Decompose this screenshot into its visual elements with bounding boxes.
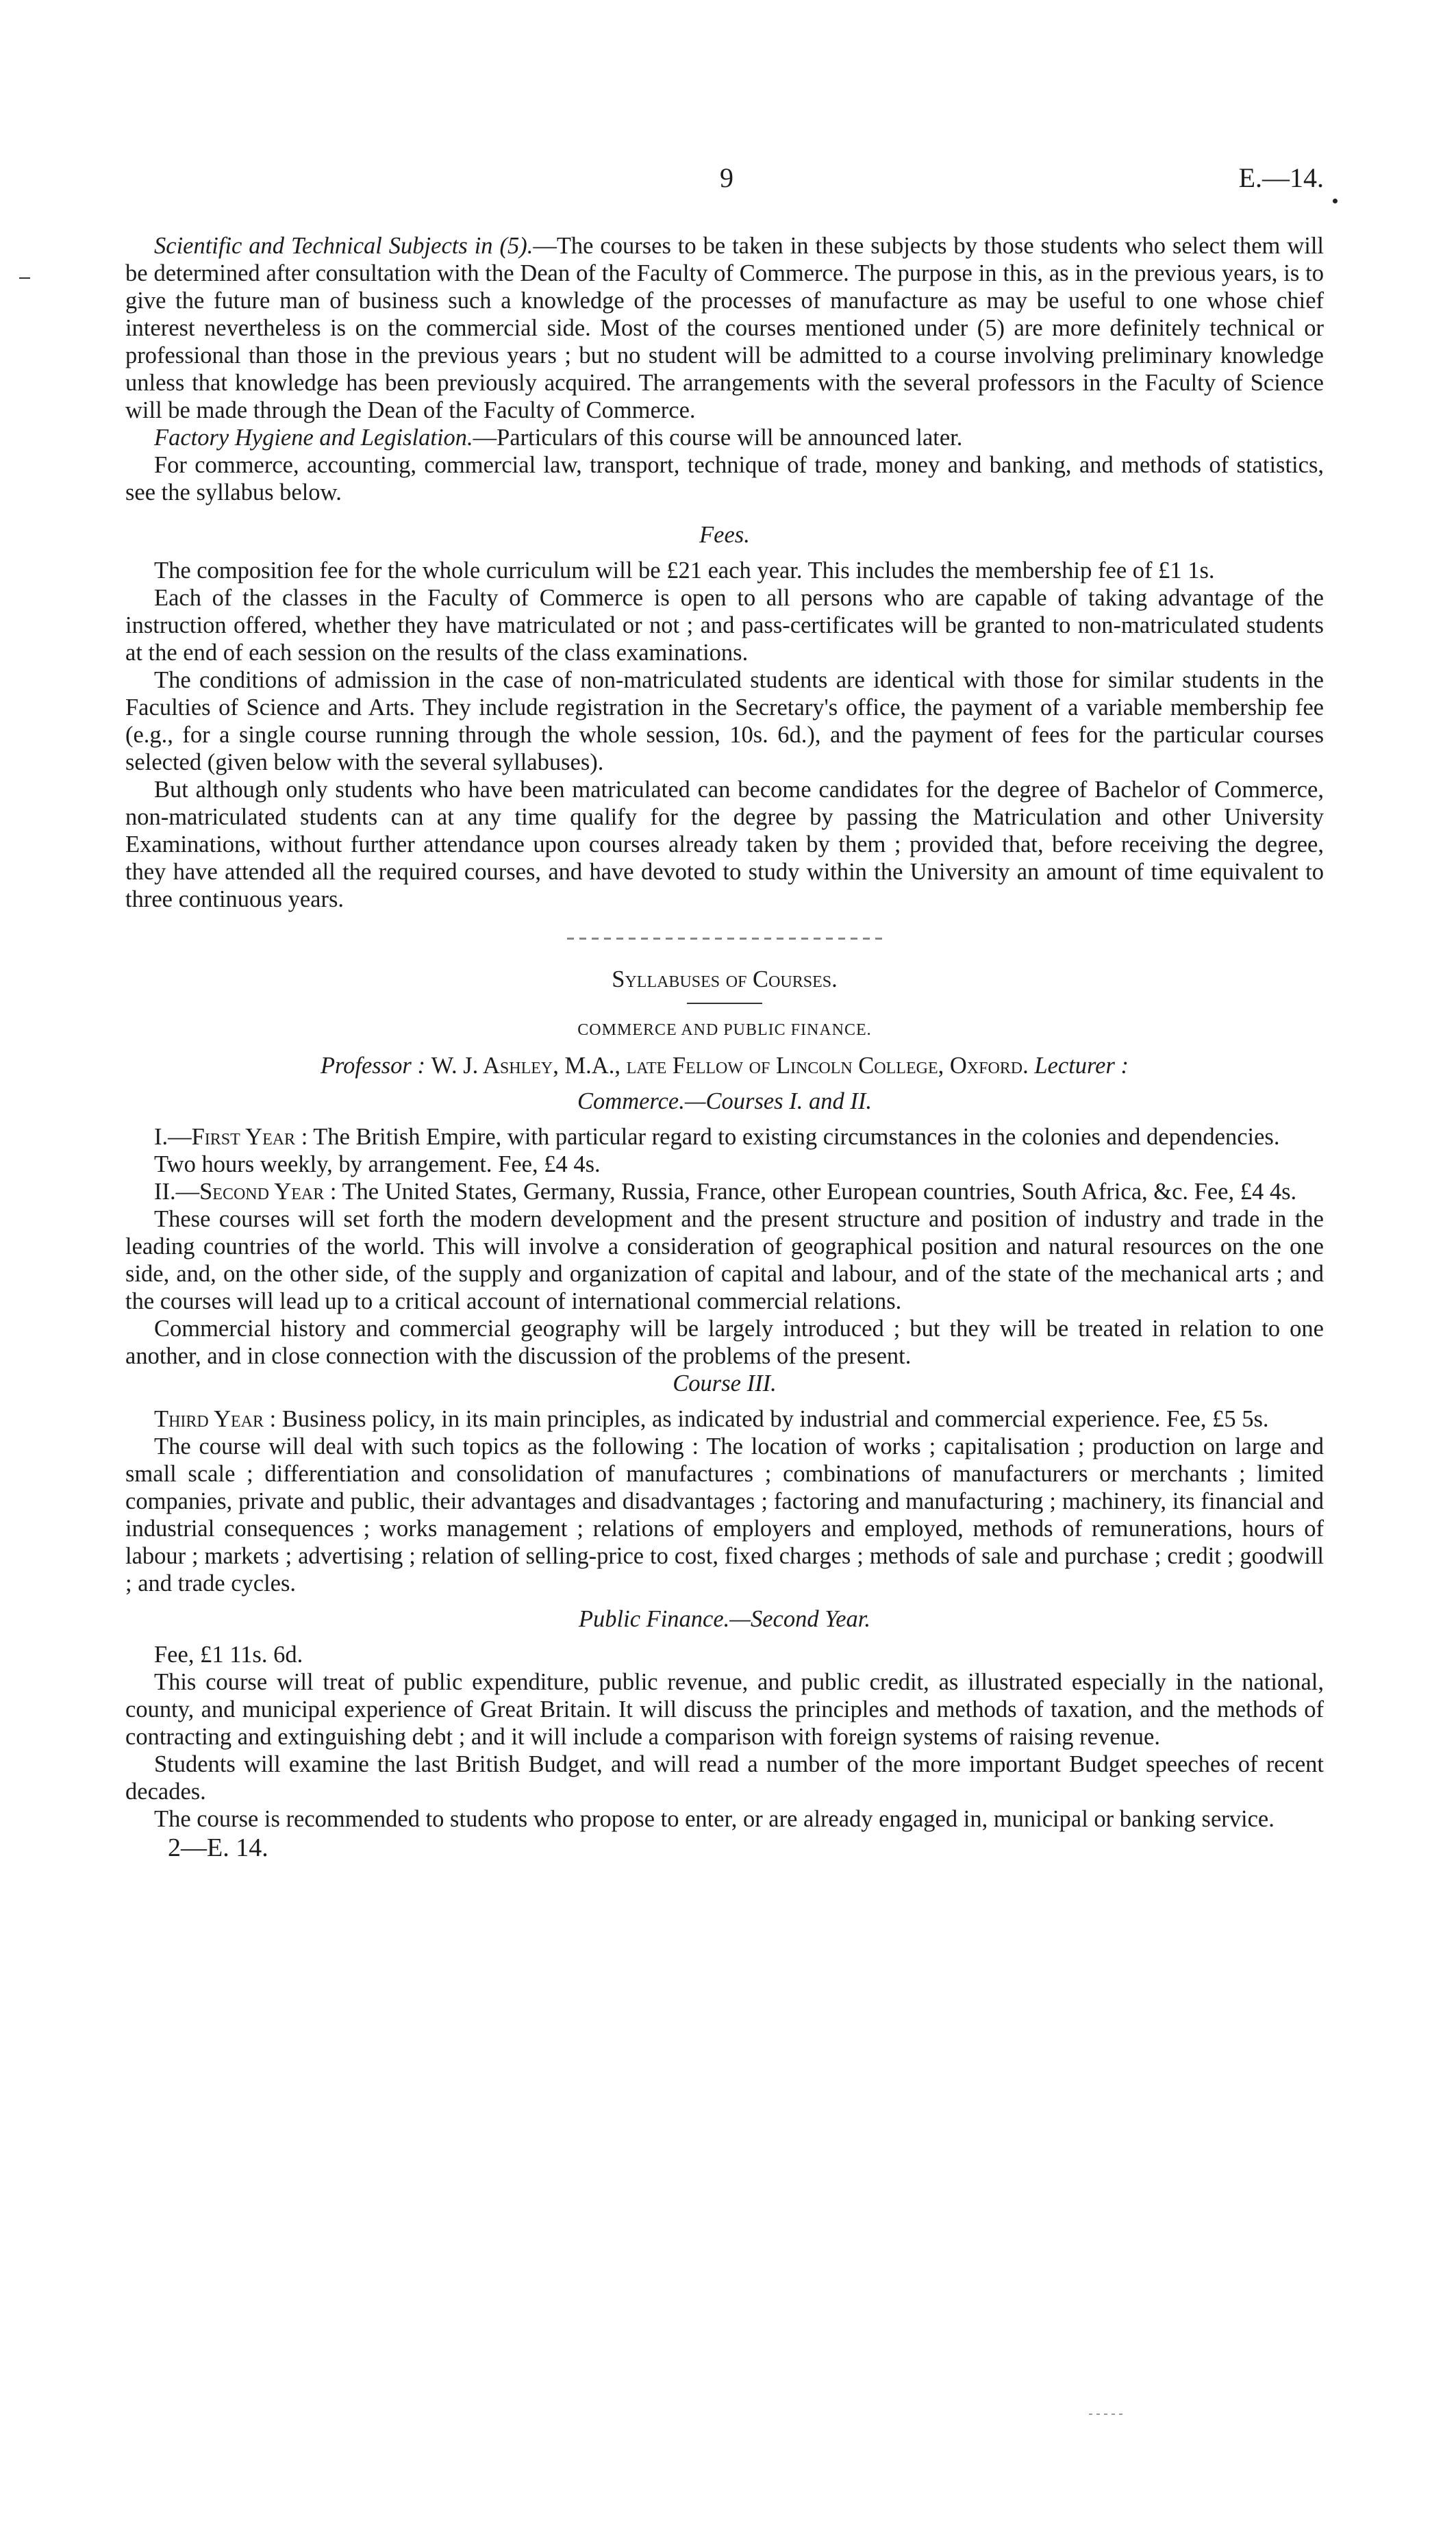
paragraph-text: For commerce, accounting, commercial law, transport, technique of trade, money and banking, and methods of statistics, see the syllabus below. (125, 452, 1324, 505)
course-label: Third Year : (154, 1406, 277, 1432)
course-i (125, 1123, 1324, 1151)
public-finance-paragraph: This course will treat of public expenditure, public revenue, and public credit, as illustrated especially in the national, county, and municipal experience of Great Britain. It will discuss the principles and methods of taxation, and the methods of contracting and extinguishing debt ; and it will include a comparison with foreign systems of raising revenue. (125, 1669, 1324, 1750)
page-body (125, 232, 1324, 1863)
paragraph-scientific-subjects (125, 232, 1324, 424)
paragraph-text: —Particulars of this course will be announced later. (473, 425, 963, 451)
page-number: 9 (720, 162, 733, 193)
course-label: I.—First Year : (154, 1124, 308, 1150)
fees-paragraph: The composition fee for the whole curriculum will be £21 each year. This includes the membership fee of £1 1s. (154, 557, 1215, 584)
paragraph-lead: Factory Hygiene and Legislation. (154, 425, 473, 451)
signature-mark: 2—E. 14. (168, 1833, 268, 1862)
page-margin-dot (1333, 199, 1338, 203)
paragraph-factory-hygiene (125, 424, 1324, 451)
fees-heading: Fees. (699, 522, 750, 548)
course-iii-paragraph: The course will deal with such topics as the following : The location of works ; capitalisation ; production on large and small scale ; differentiation and consolidation of manufactures ; combinations of manufacturers or merchants ; limited companies, private and public, their advantages and disadvantages ; factoring and manufacturing ; machinery, its financial and industrial consequences ; works management ; relations of employers and employed, methods of remunerations, hours of labour ; markets ; advertising ; relation of selling-price to cost, fixed charges ; methods of sale and purchase ; credit ; goodwill ; and trade cycles. (125, 1433, 1324, 1596)
public-finance-heading: Public Finance.—Second Year. (578, 1606, 871, 1632)
courses-paragraph: Commercial history and commercial geography will be largely introduced ; but they will be treated in relation to one another, and in close connection with the discussion of the problems of the present. (125, 1316, 1324, 1369)
professor-name: W. J. Ashley, M.A., late Fellow of Lincoln College, Oxford. (431, 1053, 1029, 1079)
page-header (125, 164, 1324, 196)
courses-paragraph: These courses will set forth the modern development and the present structure and position of industry and trade in the leading countries of the world. This will involve a consideration of geographical position and natural resources on the one side, and, on the other side, of the supply and organization of capital and labour, and of the state of the mechanical arts ; and the courses will lead up to a critical account of international commercial relations. (125, 1206, 1324, 1314)
professor-line (125, 1052, 1324, 1079)
trailing-marks (1089, 2414, 1123, 2415)
syllabuses-heading: Syllabuses of Courses. (612, 966, 838, 992)
public-finance-paragraph: The course is recommended to students who propose to enter, or are already engaged in, municipal or banking service. (154, 1806, 1275, 1832)
lecturer-label: Lecturer : (1034, 1053, 1129, 1079)
professor-label: Professor : (320, 1053, 425, 1079)
course-text: The United States, Germany, Russia, France, other European countries, South Africa, &c. Fee, £4 4s. (342, 1179, 1297, 1205)
course-i-fee: Two hours weekly, by arrangement. Fee, £4 4s. (154, 1151, 601, 1177)
section-separator (567, 938, 882, 940)
courses-heading: Commerce.—Courses I. and II. (577, 1088, 872, 1114)
paragraph-text: —The courses to be taken in these subjects by those students who select them will be determined after consultation with the Dean of the Faculty of Commerce. The purpose in this, as in the previous years, is to give the future man of business such a knowledge of the processes of manufacture as may be useful to one whose chief interest nevertheless is on the commercial side. Most of the courses mentioned under (5) are more definitely technical or professional than those in the previous years ; but no student will be admitted to a course involving preliminary knowledge unless that knowledge has been previously acquired. The arrangements with the several professors in the Faculty of Science will be made through the Dean of the Faculty of Commerce. (125, 233, 1325, 423)
course-ii (125, 1178, 1324, 1205)
course-iii (125, 1405, 1324, 1433)
public-finance-fee: Fee, £1 11s. 6d. (154, 1642, 303, 1668)
document-code: E.—14. (1238, 162, 1324, 193)
course-text: Business policy, in its main principles, as indicated by industrial and commercial experience. Fee, £5 5s. (281, 1406, 1269, 1432)
section-heading-commerce-public-finance: COMMERCE AND PUBLIC FINANCE. (577, 1021, 872, 1039)
public-finance-paragraph: Students will examine the last British Budget, and will read a number of the more important Budget speeches of recent decades. (125, 1751, 1324, 1805)
heading-rule (687, 1003, 762, 1004)
course-iii-heading: Course III. (673, 1370, 777, 1396)
paragraph-syllabus-reference (125, 451, 1324, 506)
course-text: The British Empire, with particular regard to existing circumstances in the colonies and dependencies. (313, 1124, 1280, 1150)
course-label: II.—Second Year : (154, 1179, 337, 1205)
page-margin-dash (19, 277, 30, 279)
paragraph-lead: Scientific and Technical Subjects in (5). (154, 233, 534, 259)
fees-paragraph: Each of the classes in the Faculty of Commerce is open to all persons who are capable of taking advantage of the instruction offered, whether they have matriculated or not ; and pass-certificates will be granted to non-matriculated students at the end of each session on the results of the class examinations. (125, 585, 1324, 666)
fees-paragraph: The conditions of admission in the case of non-matriculated students are identical with those for similar students in the Faculties of Science and Arts. They include registration in the Secretary's office, the payment of a variable membership fee (e.g., for a single course running through the whole session, 10s. 6d.), and the payment of fees for the particular courses selected (given below with the several syllabuses). (125, 667, 1324, 775)
fees-paragraph: But although only students who have been matriculated can become candidates for the degree of Bachelor of Commerce, non-matriculated students can at any time qualify for the degree by passing the Matriculation and other University Examinations, without further attendance upon courses already taken by them ; provided that, before receiving the degree, they have attended all the required courses, and have devoted to study within the University an amount of time equivalent to three continuous years. (125, 777, 1324, 912)
